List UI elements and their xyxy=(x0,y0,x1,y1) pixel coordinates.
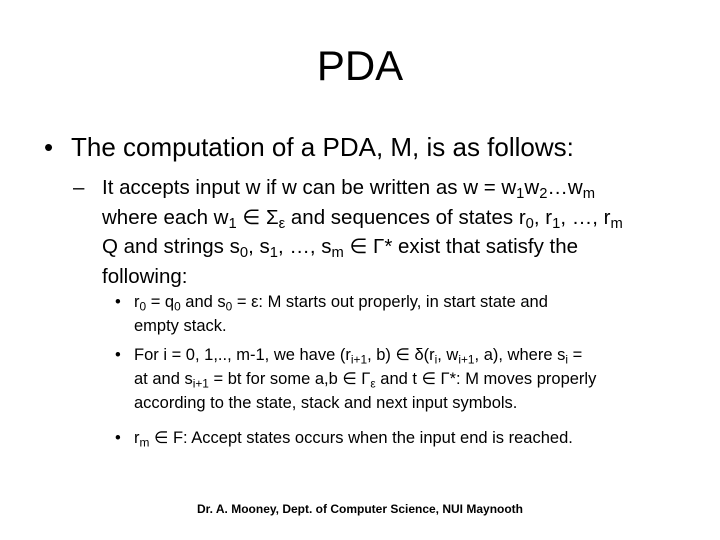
bullet-symbol: • xyxy=(115,429,121,447)
slide-footer: Dr. A. Mooney, Dept. of Computer Science, NUI Maynooth xyxy=(196,502,524,516)
dash-symbol: – xyxy=(73,176,85,199)
condition-transition-line-2: at and $s_{i+1}$ = bt for some a,b ∈ $\Gamma_\varepsilon$ and t ∈ Γ*: M moves properly xyxy=(134,370,597,391)
sub-bullet-definition xyxy=(73,173,673,291)
bullet-symbol: • xyxy=(115,293,121,311)
bullet-main-text: The computation of a PDA, M, is as follows: xyxy=(71,132,574,162)
condition-accept xyxy=(115,426,715,450)
condition-start-line-2: empty stack. xyxy=(134,317,227,335)
condition-transition-line-3: according to the state, stack and next input symbols. xyxy=(134,394,518,412)
definition-line-1: It accepts input w if w can be written as $w = w_1w_2\dots w_m$ xyxy=(102,176,596,203)
definition-line-2: where each $w_1$ ∈ $\Sigma_\varepsilon$ and sequences of states $r_0$, $r_1$, …, $r_m$ xyxy=(102,205,623,232)
condition-start-line-1: $r_0 = q_0$ and $s_0 = \varepsilon$: M starts out properly, in start state and xyxy=(134,293,548,314)
condition-start xyxy=(115,290,715,338)
definition-line-4: following: xyxy=(102,264,188,288)
slide-title: PDA xyxy=(316,42,404,89)
condition-transition xyxy=(115,343,715,415)
condition-accept-line: $r_m$ ∈ F: Accept states occurs when the input end is reached. xyxy=(134,429,573,450)
bullet-symbol: • xyxy=(115,346,121,364)
bullet-symbol: • xyxy=(44,132,54,162)
definition-line-3: Q and strings $s_0$, $s_1$, …, $s_m$ ∈ Γ* exist that satisfy the xyxy=(102,235,579,262)
condition-transition-line-1: For i = 0, 1,.., m-1, we have ($r_{i+1}$, b) ∈ $\delta(r_i$, $w_{i+1}$, a), where $s_i$ = xyxy=(134,346,583,367)
